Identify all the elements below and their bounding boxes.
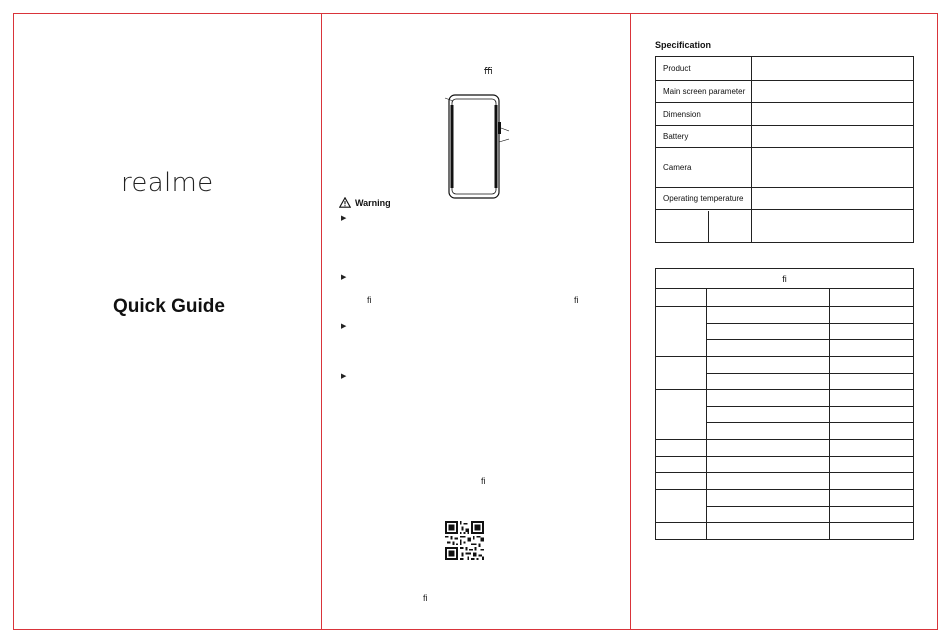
table-row	[656, 210, 914, 243]
table-row	[656, 289, 914, 307]
spec-value	[752, 188, 914, 210]
table-row	[656, 126, 914, 148]
warning-icon	[339, 197, 351, 208]
table-row	[656, 390, 914, 407]
spec-value	[752, 210, 914, 243]
ligature-text: ﬃ	[484, 66, 493, 76]
spec-title: Specification	[655, 40, 712, 50]
table-row	[656, 57, 914, 81]
ligature-text: ﬁ	[481, 476, 486, 486]
spec-table	[655, 56, 914, 243]
table-row	[656, 269, 914, 289]
table-row	[656, 188, 914, 210]
spec-value	[752, 148, 914, 188]
table-row	[656, 307, 914, 324]
spec-label: Dimension	[656, 103, 752, 126]
phone-diagram	[430, 92, 520, 202]
band-table-header: ﬁ	[656, 269, 914, 289]
spec-value	[752, 103, 914, 126]
bullet-arrow: ▶	[341, 274, 347, 281]
warning-heading	[339, 197, 391, 208]
bullet-arrow: ▶	[341, 323, 347, 330]
table-row	[656, 440, 914, 457]
ligature-text: ﬁ	[367, 295, 372, 305]
table-row	[656, 148, 914, 188]
spec-label: Product	[656, 57, 752, 81]
spec-label	[656, 210, 752, 243]
spec-label: Main screen parameter	[656, 81, 752, 103]
brand-logo: realme	[121, 168, 214, 198]
band-table	[655, 268, 914, 540]
table-row	[656, 490, 914, 507]
spec-value	[752, 81, 914, 103]
bullet-arrow: ▶	[341, 373, 347, 380]
guide-title: Quick Guide	[113, 296, 225, 317]
fold-line-left	[321, 13, 322, 630]
table-row	[656, 473, 914, 490]
qr-code	[445, 521, 484, 560]
spec-value	[752, 57, 914, 81]
spec-label: Operating temperature	[656, 188, 752, 210]
table-row	[656, 523, 914, 540]
warning-label: Warning	[355, 197, 391, 208]
ligature-text: ﬁ	[574, 295, 579, 305]
fold-line-right	[630, 13, 631, 630]
spec-label: Battery	[656, 126, 752, 148]
bullet-arrow: ▶	[341, 215, 347, 222]
spec-value	[752, 126, 914, 148]
table-row	[656, 357, 914, 374]
table-row	[656, 457, 914, 473]
spec-label: Camera	[656, 148, 752, 188]
table-row	[656, 81, 914, 103]
ligature-text: ﬁ	[423, 593, 428, 603]
table-row	[656, 103, 914, 126]
